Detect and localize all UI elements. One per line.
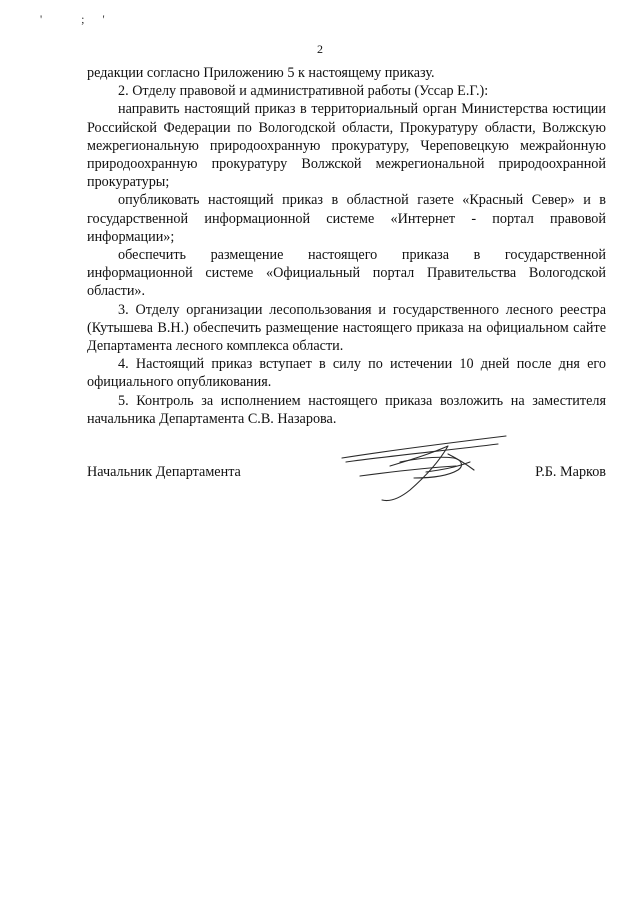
paragraph-item-5: 5. Контроль за исполнением настоящего приказа возложить на заместителя начальника Департамента С.В. Назарова. (87, 392, 606, 427)
scan-specks: ' ;' (40, 12, 123, 26)
paragraph-publish-order: опубликовать настоящий приказ в областной газете «Красный Север» и в государственной информационной системе «Интернет - портал правовой информации»; (87, 192, 606, 245)
paragraph-portal-placement: обеспечить размещение настоящего приказа в государственной информационной системе «Официальный портал Правительства Вологодской области». (87, 247, 606, 300)
document-body (87, 64, 606, 428)
page-number: 2 (317, 42, 323, 56)
paragraph-send-order: направить настоящий приказ в территориальный орган Министерства юстиции Российской Федерации по Вологодской области, Прокуратуру области, Волжскую межрегиональную природоохранную прокуратуру, Череповецкую межрайонную природоохранную прокуратуру Волжской межрегиональной природоохранной прокуратуры; (87, 101, 606, 191)
paragraph-item-4: 4. Настоящий приказ вступает в силу по истечении 10 дней после дня его официального опубликования. (87, 356, 606, 391)
paragraph-item-2: 2. Отделу правовой и административной работы (Уссар Е.Г.): (118, 83, 489, 100)
signer-title: Начальник Департамента (87, 464, 241, 480)
paragraph-item-3: 3. Отделу организации лесопользования и государственного лесного реестра (Кутышева В.Н.) обеспечить размещение настоящего приказа на официальном сайте Департамента лесного комплекса области. (87, 301, 606, 355)
handwritten-signature (330, 432, 515, 512)
paragraph-continuation: редакции согласно Приложению 5 к настоящему приказу. (87, 65, 435, 81)
signer-name: Р.Б. Марков (535, 464, 606, 480)
